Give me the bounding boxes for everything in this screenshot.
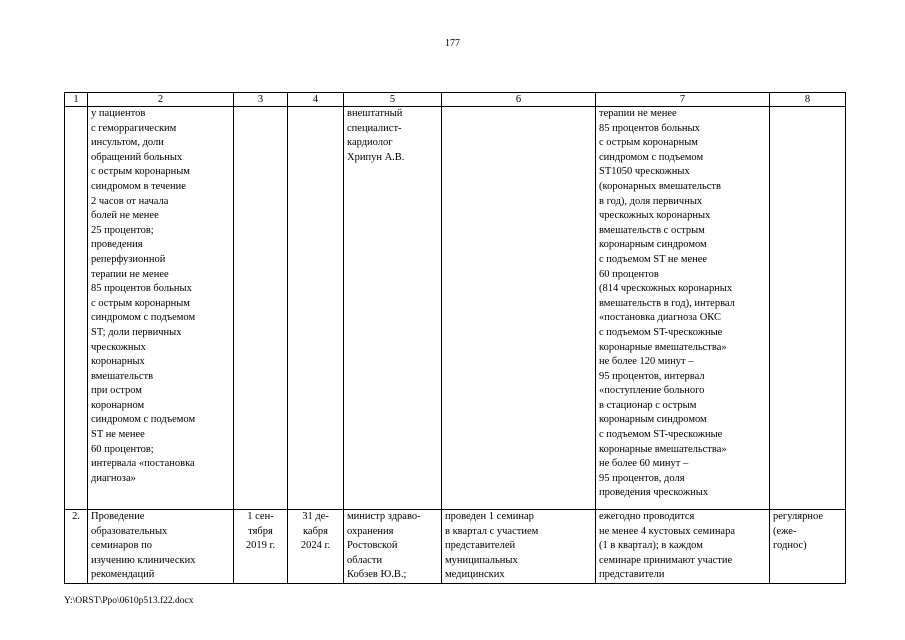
cell-line: (коронарных вмешательств: [599, 180, 721, 192]
cell-line: с подъемом ST не менее: [599, 253, 708, 265]
file-path-footer: Y:\ORST\Ppo\0610p513.f22.docx: [64, 596, 194, 606]
table-row: [65, 510, 846, 584]
row2-col4: [288, 510, 344, 584]
cell-line: синдромом с подъемом: [91, 312, 196, 324]
cell-line: 95 процентов, интервал: [599, 370, 705, 382]
cell-line: ST не менее: [91, 429, 145, 441]
row2-col6: [442, 510, 596, 584]
cell-line: вмешательств с острым: [599, 224, 705, 236]
cell-line: специалист-: [347, 122, 402, 134]
cell-line: (еже-: [773, 525, 797, 537]
cell-line: муниципальных: [445, 554, 518, 566]
header-row: [65, 93, 846, 107]
cell-line: вмешательств: [91, 370, 154, 382]
header-cell: 4: [288, 93, 344, 107]
cell-line: представители: [599, 569, 665, 581]
cell-line: синдромом с подъемом: [91, 414, 196, 426]
cell-line: министр здраво-: [347, 511, 421, 522]
plan-table: [64, 92, 846, 584]
cell-line: ST; доли первичных: [91, 326, 182, 338]
cell-line: ST1050 чрескожных: [599, 166, 690, 178]
cell-line: области: [347, 554, 383, 566]
page-number: 177: [445, 38, 460, 49]
cell-line: тября: [248, 525, 273, 537]
header-cell: 7: [596, 93, 770, 107]
cell-line: 60 процентов: [599, 268, 659, 280]
header-cell: 2: [88, 93, 234, 107]
cell-line: кабря: [302, 525, 329, 537]
cell-line: внештатный: [347, 108, 403, 119]
cell-line: кардиолог: [347, 137, 393, 149]
cell-line: ежегодно проводится: [599, 511, 695, 522]
row1-col7: [596, 107, 770, 510]
row1-col8: [770, 107, 846, 510]
cell-line: не более 120 минут –: [599, 356, 694, 368]
header-cell: 3: [234, 93, 288, 107]
cell-line: коронарные вмешательства»: [599, 443, 727, 455]
cell-line: представителей: [445, 540, 516, 552]
cell-line: Ростовской: [347, 540, 398, 552]
cell-line: 31 де-: [302, 511, 329, 522]
cell-line: 2019 г.: [245, 540, 276, 552]
cell-line: (1 в квартал); в каждом: [599, 540, 703, 552]
row2-col7: [596, 510, 770, 584]
header-cell: 8: [770, 93, 846, 107]
cell-line: с геморрагическим: [91, 122, 177, 134]
cell-line: 85 процентов больных: [91, 283, 192, 295]
cell-line: годнос): [773, 540, 807, 552]
cell-line: в стационар с острым: [599, 399, 697, 411]
header-cell: 6: [442, 93, 596, 107]
row2-col8: [770, 510, 846, 584]
cell-line: коронарным синдромом: [599, 414, 707, 426]
cell-line: чрескожных: [91, 341, 146, 353]
cell-line: чрескожных коронарных: [599, 210, 711, 222]
cell-line: диагноза»: [91, 472, 136, 484]
cell-line: семинаре принимают участие: [599, 554, 733, 566]
cell-line: Кобзев Ю.В.;: [347, 569, 407, 581]
row1-col5: [344, 107, 442, 510]
row2-col1: 2.: [65, 510, 88, 584]
cell-line: терапии не менее: [599, 108, 677, 119]
cell-line: регулярное: [773, 511, 823, 522]
header-cell: 5: [344, 93, 442, 107]
cell-line: рекомендаций: [91, 569, 155, 581]
cell-line: с острым коронарным: [91, 297, 190, 309]
cell-line: при остром: [91, 385, 142, 397]
cell-line: болей не менее: [91, 210, 159, 222]
cell-line: не менее 4 кустовых семинара: [599, 525, 736, 537]
cell-line: проведения: [91, 239, 143, 251]
cell-line: инсультом, доли: [91, 137, 164, 149]
cell-line: 60 процентов;: [91, 443, 154, 455]
row2-col2: [88, 510, 234, 584]
cell-line: вмешательств в год), интервал: [599, 297, 735, 309]
cell-line: (814 чрескожных коронарных: [599, 283, 733, 295]
cell-line: с подъемом ST-чрескожные: [599, 429, 723, 441]
cell-line: с острым коронарным: [91, 166, 190, 178]
cell-line: в год), доля первичных: [599, 195, 703, 207]
cell-line: 2 часов от начала: [91, 195, 169, 207]
cell-line: синдромом в течение: [91, 180, 186, 192]
cell-line: охранения: [347, 525, 394, 537]
cell-line: терапии не менее: [91, 268, 169, 280]
cell-line: образовательных: [91, 525, 168, 537]
cell-line: обращений больных: [91, 151, 183, 163]
cell-line: 85 процентов больных: [599, 122, 700, 134]
row1-col1: [65, 107, 88, 510]
cell-line: коронарным синдромом: [599, 239, 707, 251]
cell-line: коронарных: [91, 356, 145, 368]
cell-line: в квартал с участием: [445, 525, 539, 537]
cell-line: с острым коронарным: [599, 137, 698, 149]
cell-line: медицинских: [445, 569, 505, 581]
row2-col5: [344, 510, 442, 584]
cell-line: семинаров по: [91, 540, 152, 552]
header-cell: 1: [65, 93, 88, 107]
cell-line: 95 процентов, доля: [599, 472, 685, 484]
cell-line: проведения чрескожных: [599, 487, 709, 499]
cell-line: 25 процентов;: [91, 224, 154, 236]
cell-line: Проведение: [91, 511, 145, 522]
cell-line: «поступление больного: [599, 385, 705, 397]
cell-line: коронарном: [91, 399, 145, 411]
cell-line: «постановка диагноза ОКС: [599, 312, 722, 324]
cell-line: с подъемом ST-чрескожные: [599, 326, 723, 338]
row1-col2: [88, 107, 234, 510]
cell-line: не более 60 минут –: [599, 458, 689, 470]
cell-line: 2024 г.: [300, 540, 331, 552]
cell-line: 1 сен-: [247, 511, 274, 522]
cell-line: коронарные вмешательства»: [599, 341, 727, 353]
cell-line: реперфузионной: [91, 253, 166, 265]
cell-line: изучению клинических: [91, 554, 196, 566]
row1-col6: [442, 107, 596, 510]
table-row: [65, 107, 846, 510]
row1-col3: [234, 107, 288, 510]
cell-line: проведен 1 семинар: [445, 511, 534, 522]
cell-line: у пациентов: [91, 108, 146, 119]
row1-col4: [288, 107, 344, 510]
cell-line: интервала «постановка: [91, 458, 195, 470]
row2-col3: [234, 510, 288, 584]
cell-line: Хрипун А.В.: [347, 151, 405, 163]
cell-line: синдромом с подъемом: [599, 151, 704, 163]
